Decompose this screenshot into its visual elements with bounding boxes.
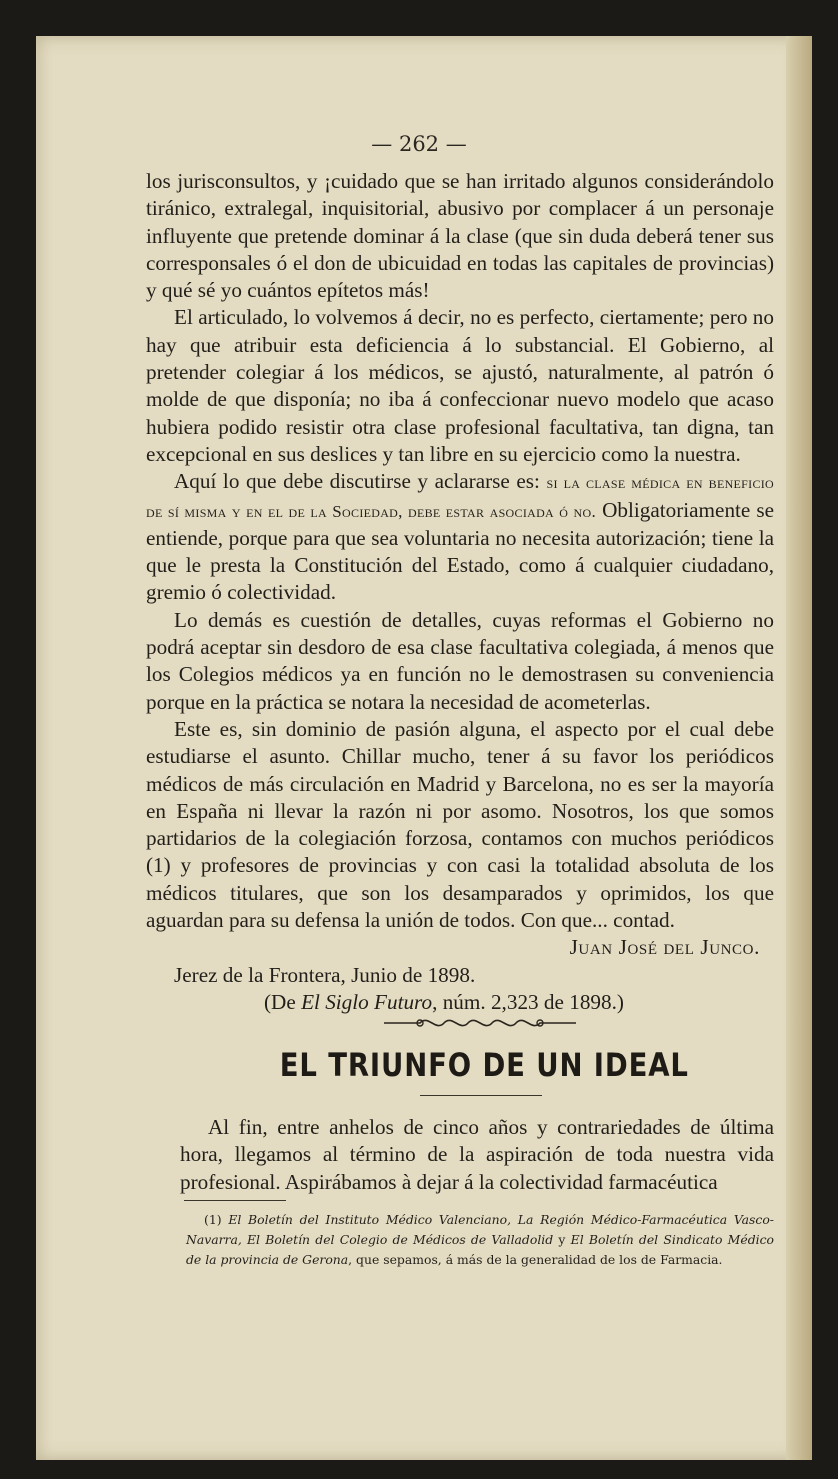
paragraph-3 <box>146 468 774 606</box>
page-number: — 262 — <box>371 132 467 156</box>
footnote-tail: , que sepamos, á más de la generalidad de los de Farmacia. <box>348 1252 723 1267</box>
source-pre: (De <box>264 989 302 1014</box>
footnote <box>186 1210 774 1270</box>
heading-underline <box>420 1095 542 1096</box>
section-body <box>180 1114 774 1196</box>
footnote-marker: (1) <box>204 1212 222 1227</box>
paragraph-5: Este es, sin dominio de pasión alguna, el aspecto por el cual debe estudiarse el asunto. Chillar mucho, tener á su favor los periódicos médicos de más circulación en Madrid y Barcelona, no es ser la mayoría en España ni llevar la razón ni por asomo. Nosotros, los que somos partidarios de la colegiación forzosa, contamos con muchos periódicos (1) y profesores de provincias y con casi la totalidad absoluta de los médicos titulares, que son los desamparados y oprimidos, los que aguardan para su defensa la unión de todos. Con que... contad. <box>146 716 774 933</box>
question-small-caps: si la clase médica en beneficio de sí misma y en el de la Sociedad, debe estar asociada ó no. <box>146 473 775 521</box>
question-lead: Aquí lo que debe discutirse y aclararse es: <box>174 469 540 494</box>
question-tail: Obligatoriamente se entiende, porque para que sea voluntaria no necesita autorización; tiene la que le presta la Constitución del Estado, como á cualquier ciudadano, gremio ó colectividad. <box>146 497 774 605</box>
article-body <box>146 168 774 1016</box>
source-title: El Siglo Futuro <box>301 989 433 1014</box>
place-date: Jerez de la Frontera, Junio de 1898. <box>174 962 476 987</box>
footnote-italic-2: El Boletín del Sindicato Médico de la provincia de Gerona <box>186 1232 774 1267</box>
paragraph-2: El articulado, lo volvemos á decir, no es perfecto, ciertamente; pero no hay que atribuir esta deficiencia á lo substancial. El Gobierno, al pretender colegiar á los médicos, se ajustó, naturalmente, al patrón ó molde de que disponía; no iba á confeccionar nuevo modelo que acaso hubiera podido resistir otra clase profesional facultativa, tan digna, tan excepcional en sus deslices y tan libre en su ejercicio como la nuestra. <box>146 305 774 466</box>
paragraph-4: Lo demás es cuestión de detalles, cuyas reformas el Gobierno no podrá aceptar sin desdoro de esa clase facultativa colegiada, á menos que los Colegios médicos ya en función no le demostrasen su conveniencia porque en la práctica se notara la necesidad de acometerlas. <box>146 607 774 714</box>
source-post: , núm. 2,323 de 1898.) <box>432 989 624 1014</box>
footnote-rule <box>184 1200 286 1201</box>
section-heading: EL TRIUNFO DE UN IDEAL <box>279 1046 689 1084</box>
page-spine-shadow <box>786 36 812 1460</box>
footnote-italic-1: El Boletín del Instituto Médico Valenciano, La Región Médico-Farmacéutica Vasco-Navarra, El Boletín del Colegio de Médicos de Valladolid <box>186 1212 774 1247</box>
ornament-divider-icon <box>380 1010 580 1036</box>
footnote-mid: y <box>553 1232 571 1247</box>
section-paragraph: Al fin, entre anhelos de cinco años y contrariedades de última hora, llegamos al término de la aspiración de toda nuestra vida profesional. Aspirábamos à dejar á la colectividad farmacéutica <box>180 1115 774 1194</box>
paragraph-1: los jurisconsultos, y ¡cuidado que se han irritado algunos considerándolo tiránico, extralegal, inquisitorial, abusivo por complacer á un personaje influyente que pretende dominar á la clase (que sin duda deberá tener sus corresponsales ó el don de ubicuidad en todas las capitales de provincias) y qué sé yo cuántos epítetos más! <box>146 169 774 303</box>
author-signature: Juan José del Junco. <box>569 935 760 960</box>
